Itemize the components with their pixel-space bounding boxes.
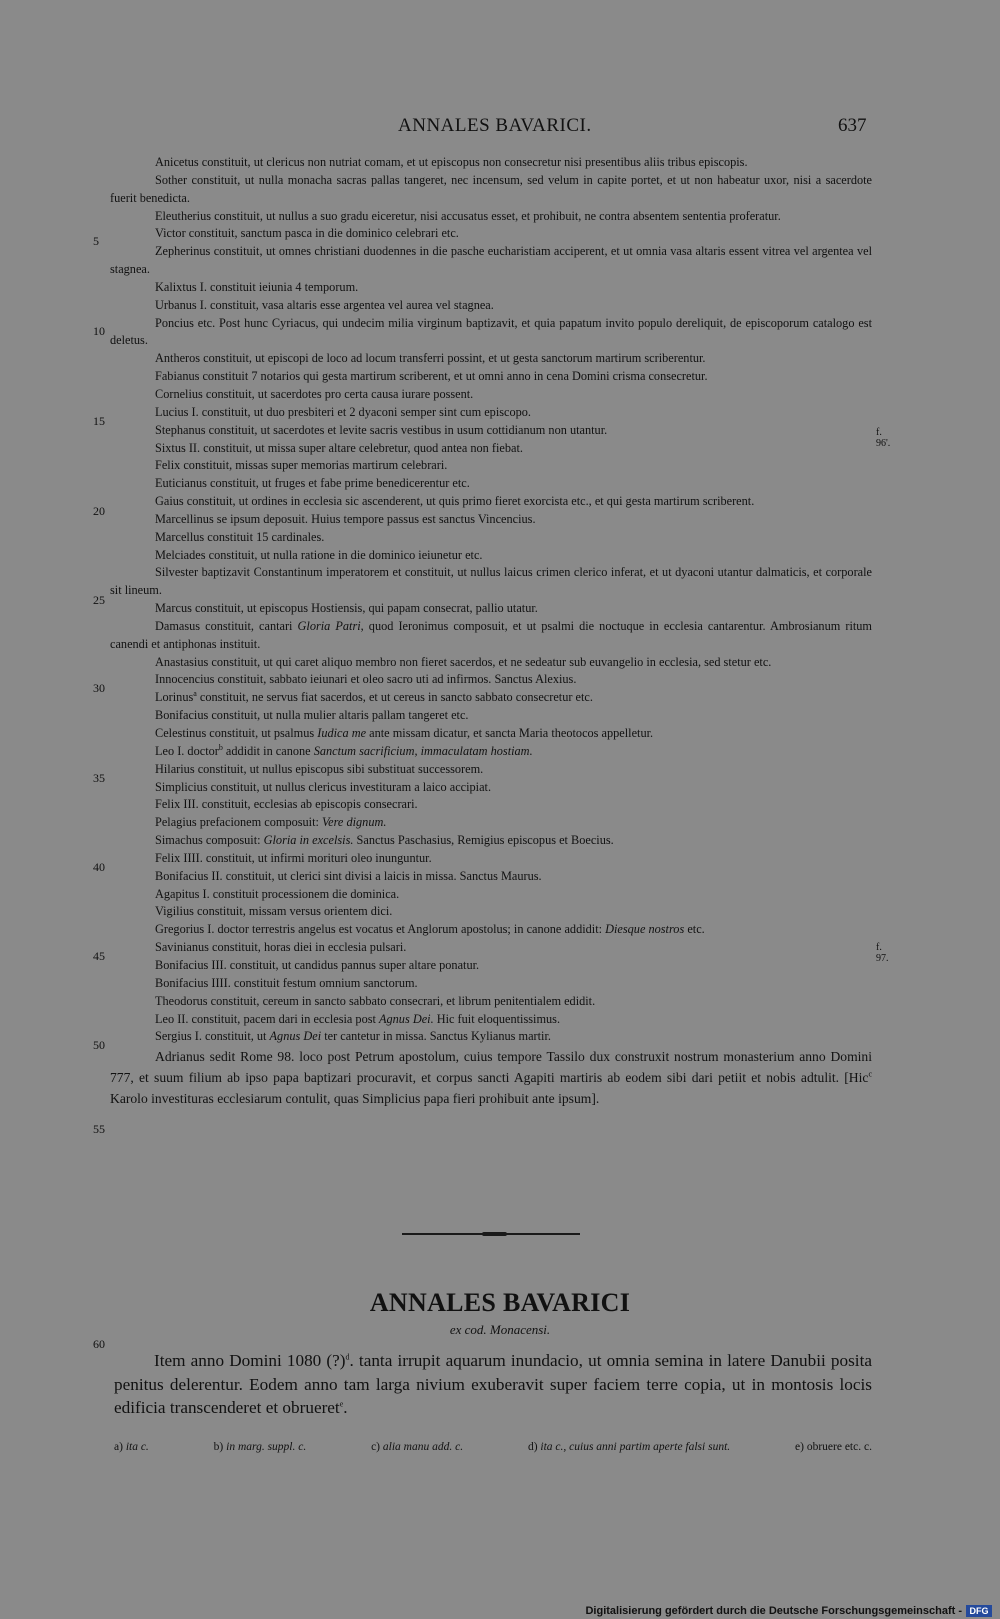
paragraph: Bonifacius II. constituit, ut clerici sint divisi a laicis in missa. Sanctus Maurus. <box>155 868 542 883</box>
paragraph: Bonifacius IIII. constituit festum omnium sanctorum. <box>155 975 418 990</box>
footnote-mark: e) <box>795 1441 807 1453</box>
paragraph: Leo II. constituit, pacem dari in ecclesia post Agnus Dei. Hic fuit eloquentissimus. <box>155 1011 561 1026</box>
line-number: 60 <box>93 1337 105 1351</box>
paragraph: Leo I. doctor$^b$ addidit in canone Sanctum sacrificium, immaculatam hostiam. <box>155 742 533 758</box>
paragraph: Anastasius constituit, ut qui caret aliquo membro non fieret sacerdos, et ne sedeatur sub euvangelio in ecclesia, sed stetur etc. <box>155 654 772 669</box>
footnote-mark: b) <box>213 1441 227 1453</box>
footnote <box>528 1441 730 1453</box>
paragraph: Vigilius constituit, missam versus orientem dici. <box>155 904 393 919</box>
line-number: 30 <box>93 681 105 695</box>
section-subtitle: ex cod. Monacensi. <box>449 1322 551 1337</box>
paragraph: Poncius etc. Post hunc Cyriacus, qui undecim milia virginum baptizavit, et quia papatum invito populo dereliquit, de episcoporum catalogo est deletus. <box>110 315 872 348</box>
running-title: ANNALES BAVARICI. <box>398 115 592 136</box>
paragraph-list <box>110 154 872 1109</box>
footnote <box>214 1441 307 1453</box>
paragraph: Marcellus constituit 15 cardinales. <box>155 529 325 544</box>
paragraph: Sother constituit, ut nulla monacha sacras pallas tangeret, nec incensum, sed velum in capite portet, et ut non habeatur uxor, nisi a sacerdote fuerit benedicta. <box>110 172 872 205</box>
paragraph: Hilarius constituit, ut nullus episcopus sibi substituat successorem. <box>155 761 484 776</box>
paragraph: Victor constituit, sanctum pasca in die dominico celebrari etc. <box>155 226 459 241</box>
paragraph: Celestinus constituit, ut psalmus Iudica me ante missam dicatur, et sancta Maria theotocos appelletur. <box>155 726 654 740</box>
paragraph: Lorinus$^a$ constituit, ne servus fiat sacerdos, et ut cereus in sancto sabbato consecretur etc. <box>155 689 593 705</box>
paragraph: Kalixtus I. constituit ieiunia 4 temporum. <box>155 279 359 294</box>
page-number: 637 <box>838 115 867 136</box>
line-number: 20 <box>93 504 105 518</box>
section-divider <box>402 1233 580 1235</box>
paragraph: Zepherinus constituit, ut omnes christiani duodennes in die pasche eucharistiam acciperent, et ut omnia vasa altaris essent vitrea vel argentea vel stagnea. <box>110 244 872 277</box>
paragraph: Stephanus constituit, ut sacerdotes et levite sacris vestibus in usum cottidianum non utantur. <box>155 422 608 437</box>
footnote-mark: c) <box>371 1441 383 1453</box>
paragraph: Euticianus constituit, ut fruges et fabe prime benedicerentur etc. <box>155 476 470 491</box>
paragraph: Felix constituit, missas super memorias martirum celebrari. <box>155 458 448 473</box>
paragraph: Anicetus constituit, ut clericus non nutriat comam, et ut episcopus non consecretur nisi presentibus aliis tribus episcopis. <box>155 155 748 169</box>
line-number: 40 <box>93 860 105 874</box>
paragraph: Adrianus sedit Rome 98. loco post Petrum apostolum, cuius tempore Tassilo dux construxit nostrum monasterium anno Domini 777, et suum filium ab ipso papa baptizari procuravit, et corpus sancti Agapiti martiris ab eodem sibi dari petiit et nobis adtulit. [Hic$^c$ Karolo investituras ecclesiarum contulit, quas Simplicius papa fieri prohibuit ante ipsum]. <box>110 1049 872 1107</box>
paragraph: Savinianus constituit, horas diei in ecclesia pulsari. <box>155 940 407 955</box>
paragraph: Silvester baptizavit Constantinum imperatorem et constituit, ut nullus laicus crimen clerico inferat, et ut dyaconi utantur dalmaticis, et corporale sit lineum. <box>110 565 872 598</box>
paragraph: Felix IIII. constituit, ut infirmi morituri oleo inunguntur. <box>155 850 432 865</box>
folio-margin-note: f. 96'. <box>876 427 891 449</box>
paragraph: Marcus constituit, ut episcopus Hostiensis, qui papam consecrat, pallio utatur. <box>155 601 538 616</box>
footnote <box>114 1441 149 1453</box>
paragraph: Innocencius constituit, sabbato ieiunari et oleo sacro uti ad infirmos. Sanctus Alexius. <box>155 672 577 687</box>
footnote <box>795 1441 872 1453</box>
paragraph: Urbanus I. constituit, vasa altaris esse argentea vel aurea vel stagnea. <box>155 297 494 312</box>
paragraph: Fabianus constituit 7 notarios qui gesta martirum scriberent, et ut omni anno in cena Domini crisma consecretur. <box>155 369 708 384</box>
line-number: 35 <box>93 771 105 785</box>
section-paragraph: Item anno Domini 1080 (?)$^d$. tanta irrupit aquarum inundacio, ut omnia semina in latere Danubii posita penitus delerentur. Eodem anno tam larga nivium exuberavit super faciem terre copia, ut in montosis locis edificia transcenderet et obrueret$^e$. <box>114 1351 872 1417</box>
paragraph: Sixtus II. constituit, ut missa super altare celebretur, quod antea non fiebat. <box>155 440 523 455</box>
paragraph: Agapitus I. constituit processionem die dominica. <box>155 886 400 901</box>
footnotes <box>114 1441 872 1453</box>
section-body <box>114 1349 872 1420</box>
dfg-footer-text: Digitalisierung gefördert durch die Deutsche Forschungsgemeinschaft - <box>585 1604 962 1617</box>
paragraph: Bonifacius constituit, ut nulla mulier altaris pallam tangeret etc. <box>155 708 469 723</box>
line-number: 55 <box>93 1122 105 1136</box>
line-number: 25 <box>93 593 105 607</box>
main-text <box>93 154 891 1136</box>
footnote-text: alia manu add. c. <box>382 1441 464 1453</box>
paragraph: Gaius constituit, ut ordines in ecclesia sic ascenderent, ut quis primo fieret exorcista etc., et qui gesta martirum scriberent. <box>155 494 755 509</box>
paragraph: Melciades constituit, ut nulla ratione in die dominico ieiunetur etc. <box>155 547 483 562</box>
paragraph: Theodorus constituit, cereum in sancto sabbato consecrari, et librum penitentialem edidit. <box>155 993 596 1008</box>
paragraph: Damasus constituit, cantari Gloria Patri, quod Ieronimus composuit, et ut psalmi die noctuque in ecclesia cantarentur. Ambrosianum ritum canendi et antiphonas instituit. <box>110 618 872 651</box>
paragraph: Marcellinus se ipsum deposuit. Huius tempore passus est sanctus Vincencius. <box>155 511 536 526</box>
paragraph: Cornelius constituit, ut sacerdotes pro certa causa iurare possent. <box>155 386 474 401</box>
line-number: 50 <box>93 1038 105 1052</box>
footnote-text: ita c., cuius anni partim aperte falsi sunt. <box>540 1441 731 1453</box>
dfg-logo-icon: DFG <box>966 1605 992 1617</box>
line-number: 15 <box>93 414 105 428</box>
folio-margin-note: f. 97. <box>876 942 889 964</box>
paragraph: Antheros constituit, ut episcopi de loco ad locum transferri possint, et ut gesta sanctorum martirum scriberentur. <box>155 351 706 366</box>
paragraph: Felix III. constituit, ecclesias ab episcopis consecrari. <box>155 797 418 812</box>
footnote-text: obruere etc. c. <box>806 1441 872 1453</box>
paragraph: Simplicius constituit, ut nullus clericus investituram a laico accipiat. <box>155 779 492 794</box>
footnote-text: in marg. suppl. c. <box>226 1441 307 1453</box>
paragraph: Sergius I. constituit, ut Agnus Dei ter cantetur in missa. Sanctus Kylianus martir. <box>155 1029 551 1044</box>
paragraph: Simachus composuit: Gloria in excelsis. Sanctus Paschasius, Remigius episcopus et Boecius. <box>155 833 614 848</box>
line-number: 45 <box>93 949 105 963</box>
paragraph: Bonifacius III. constituit, ut candidus pannus super altare ponatur. <box>155 957 480 972</box>
section-title: ANNALES BAVARICI <box>369 1288 631 1317</box>
footnote-text: ita c. <box>125 1441 149 1453</box>
page-header <box>0 113 1000 143</box>
paragraph: Lucius I. constituit, ut duo presbiteri et 2 dyaconi semper sint cum episcopo. <box>155 404 532 419</box>
footnote-mark: d) <box>527 1441 541 1453</box>
footnote-mark: a) <box>114 1441 126 1453</box>
dfg-footer[interactable] <box>585 1602 992 1619</box>
paragraph: Eleutherius constituit, ut nullus a suo gradu eiceretur, nisi accusatus esset, et prohibuit, ne contra absentem sententia proferatur. <box>155 208 781 223</box>
paragraph: Gregorius I. doctor terrestris angelus est vocatus et Anglorum apostolus; in canone addidit: Diesque nostros etc. <box>155 922 705 937</box>
paragraph: Pelagius prefacionem composuit: Vere dignum. <box>155 815 387 830</box>
footnote <box>371 1441 463 1453</box>
line-number: 5 <box>93 234 99 248</box>
line-number: 10 <box>93 324 105 338</box>
